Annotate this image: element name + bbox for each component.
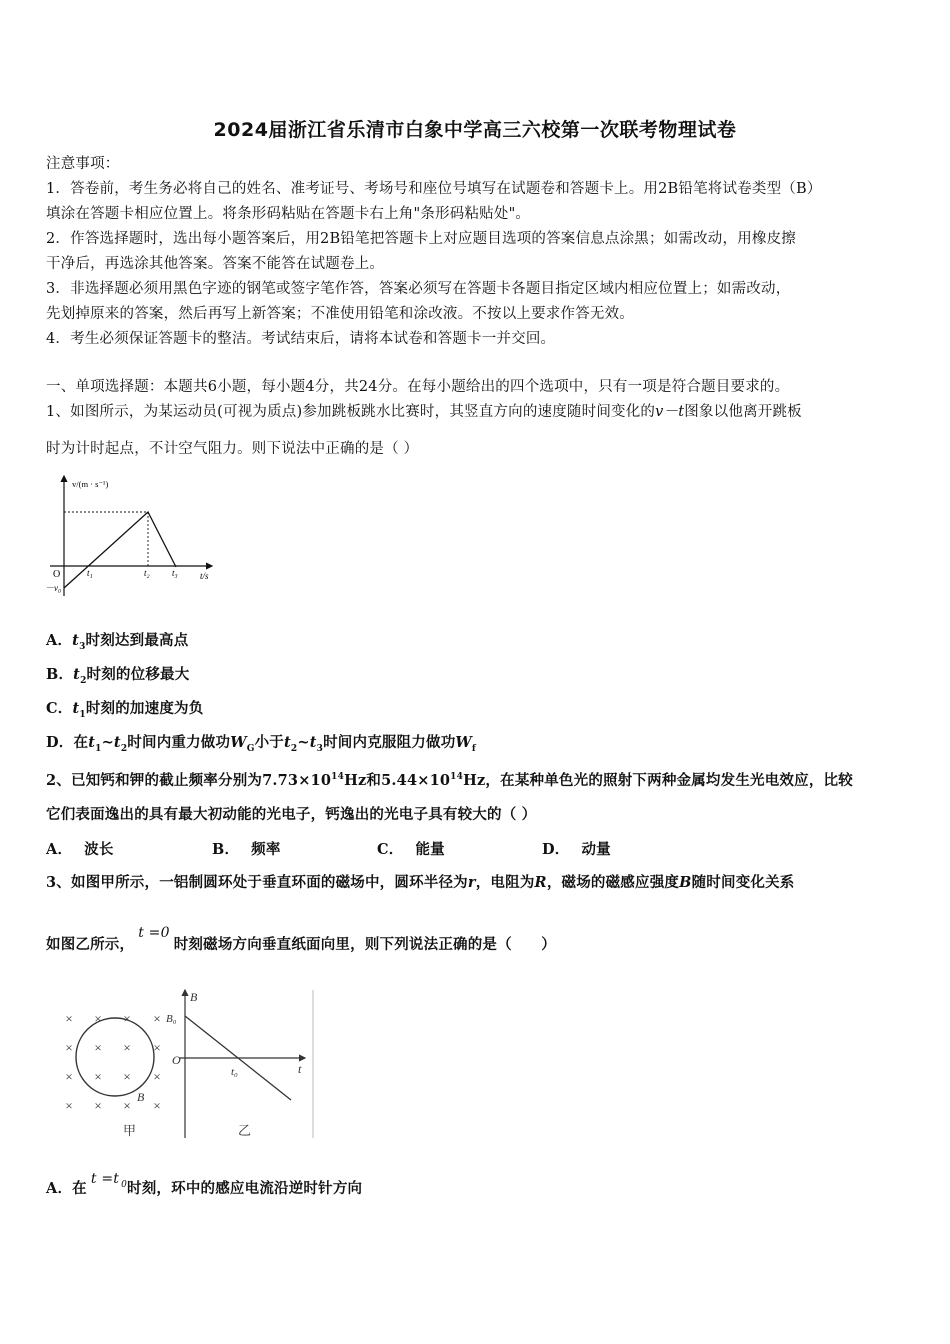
field-cross: × bbox=[94, 1040, 102, 1055]
q2-option-c[interactable]: C． 能量 bbox=[377, 841, 445, 858]
q1-graph-t2: t₂ bbox=[144, 568, 150, 578]
q1-option-d[interactable]: D．在$t_1\sim t_2$时间内重力做功$W_G$小于$t_2\sim t_3$时间内克服阻力做功$W_f$ bbox=[46, 734, 476, 754]
axis-b0-label: B₀ bbox=[166, 1013, 177, 1025]
notice-line: 4．考生必须保证答题卡的整洁。考试结束后，请将本试卷和答题卡一并交回。 bbox=[46, 331, 556, 347]
q1-graph-ylabel: v/(m · s⁻¹) bbox=[72, 479, 109, 489]
field-cross: × bbox=[153, 1011, 161, 1026]
q1-graph-v0: －v₀ bbox=[45, 583, 62, 593]
q1-option-b[interactable]: B．$t_2$时刻的位移最大 bbox=[46, 666, 190, 686]
axis-t0-label: t₀ bbox=[231, 1066, 238, 1078]
notice-line: 2．作答选择题时，选出每小题答案后，用2B铅笔把答题卡上对应题目选项的答案信息点涂黑；如需改动，用橡皮擦 bbox=[46, 231, 797, 247]
q3-stem-line2: 如图乙所示，t =0时刻磁场方向垂直纸面向里，则下列说法正确的是（ ） bbox=[46, 925, 556, 953]
field-cross: × bbox=[123, 1040, 131, 1055]
field-cross: × bbox=[65, 1069, 73, 1084]
q3-figure bbox=[55, 982, 325, 1142]
q3-option-a[interactable]: A．在t =t $_0$时刻，环中的感应电流沿逆时针方向 bbox=[46, 1171, 363, 1197]
q1-stem-line2: 时为计时起点，不计空气阻力。则下说法中正确的是（ ） bbox=[46, 441, 419, 457]
field-cross: × bbox=[94, 1098, 102, 1113]
notice-line: 填涂在答题卡相应位置上。将条形码粘贴在答题卡右上角"条形码粘贴处"。 bbox=[46, 206, 531, 222]
label-yi: 乙 bbox=[238, 1123, 252, 1138]
notice-line: 1．答卷前，考生务必将自己的姓名、准考证号、考场号和座位号填写在试题卷和答题卡上。用2B铅笔将试卷类型（B） bbox=[46, 181, 822, 197]
field-cross: × bbox=[65, 1098, 73, 1113]
field-cross: × bbox=[94, 1011, 102, 1026]
notice-line: 3．非选择题必须用黑色字迹的钢笔或签字笔作答，答案必须写在答题卡各题目指定区域内相应位置上；如需改动， bbox=[46, 281, 791, 297]
field-cross: × bbox=[65, 1040, 73, 1055]
field-cross: × bbox=[123, 1011, 131, 1026]
field-cross: × bbox=[123, 1069, 131, 1084]
q2-option-a[interactable]: A． 波长 bbox=[46, 841, 114, 858]
axis-b-label: B bbox=[190, 990, 198, 1004]
q2-stem-line2: 它们表面逸出的具有最大初动能的光电子，钙逸出的光电子具有较大的（ ） bbox=[46, 806, 537, 823]
page-title: 2024届浙江省乐清市白象中学高三六校第一次联考物理试卷 bbox=[213, 119, 737, 141]
q1-vt-symbol: v－t bbox=[655, 404, 685, 420]
field-cross: × bbox=[123, 1098, 131, 1113]
q1-graph-t3: t₃ bbox=[172, 568, 178, 578]
section-heading: 一、单项选择题：本题共6小题，每小题4分，共24分。在每小题给出的四个选项中，只有一项是符合题目要求的。 bbox=[46, 379, 790, 395]
q1-stem-line1: 1、如图所示，为某运动员(可视为质点)参加跳板跳水比赛时，其竖直方向的速度随时间变化的v－t图象以他离开跳板 bbox=[46, 404, 802, 420]
notice-heading: 注意事项： bbox=[46, 156, 120, 172]
notice-line: 干净后，再选涂其他答案。答案不能答在试题卷上。 bbox=[46, 256, 385, 272]
q1-option-a[interactable]: A．$t_3$时刻达到最高点 bbox=[46, 632, 189, 652]
q3-stem-line1: 3、如图甲所示，一铝制圆环处于垂直环面的磁场中，圆环半径为r，电阻为R，磁场的磁感应强度B随时间变化关系 bbox=[46, 874, 795, 891]
field-cross: × bbox=[153, 1069, 161, 1084]
aluminum-ring bbox=[76, 1018, 154, 1096]
q1-graph-origin: O bbox=[53, 569, 61, 580]
field-cross: × bbox=[65, 1011, 73, 1026]
q1-vt-graph bbox=[40, 470, 220, 605]
q1-graph-t1: t₁ bbox=[87, 568, 93, 578]
notice-line: 先划掉原来的答案，然后再写上新答案；不准使用铅笔和涂改液。不按以上要求作答无效。 bbox=[46, 306, 634, 322]
q2-option-b[interactable]: B． 频率 bbox=[212, 841, 281, 858]
ring-label-b: B bbox=[137, 1090, 145, 1104]
q3-t-eq-0: t =0 bbox=[138, 925, 170, 941]
field-cross: × bbox=[153, 1098, 161, 1113]
q1-graph-xlabel: t/s bbox=[200, 571, 209, 581]
q2-option-d[interactable]: D． 动量 bbox=[542, 841, 611, 858]
axis-origin: O bbox=[172, 1053, 181, 1067]
field-cross: × bbox=[94, 1069, 102, 1084]
label-jia: 甲 bbox=[123, 1123, 137, 1138]
field-cross: × bbox=[153, 1040, 161, 1055]
axis-t-label: t bbox=[298, 1062, 302, 1076]
q1-option-c[interactable]: C．$t_1$时刻的加速度为负 bbox=[46, 700, 204, 720]
q2-stem-line1: 2、已知钙和钾的截止频率分别为$7.73\times 10^{14}Hz$和$5.44\times 10^{14}Hz$，在某种单色光的照射下两种金属均发生光电效应，比较 bbox=[46, 771, 853, 789]
